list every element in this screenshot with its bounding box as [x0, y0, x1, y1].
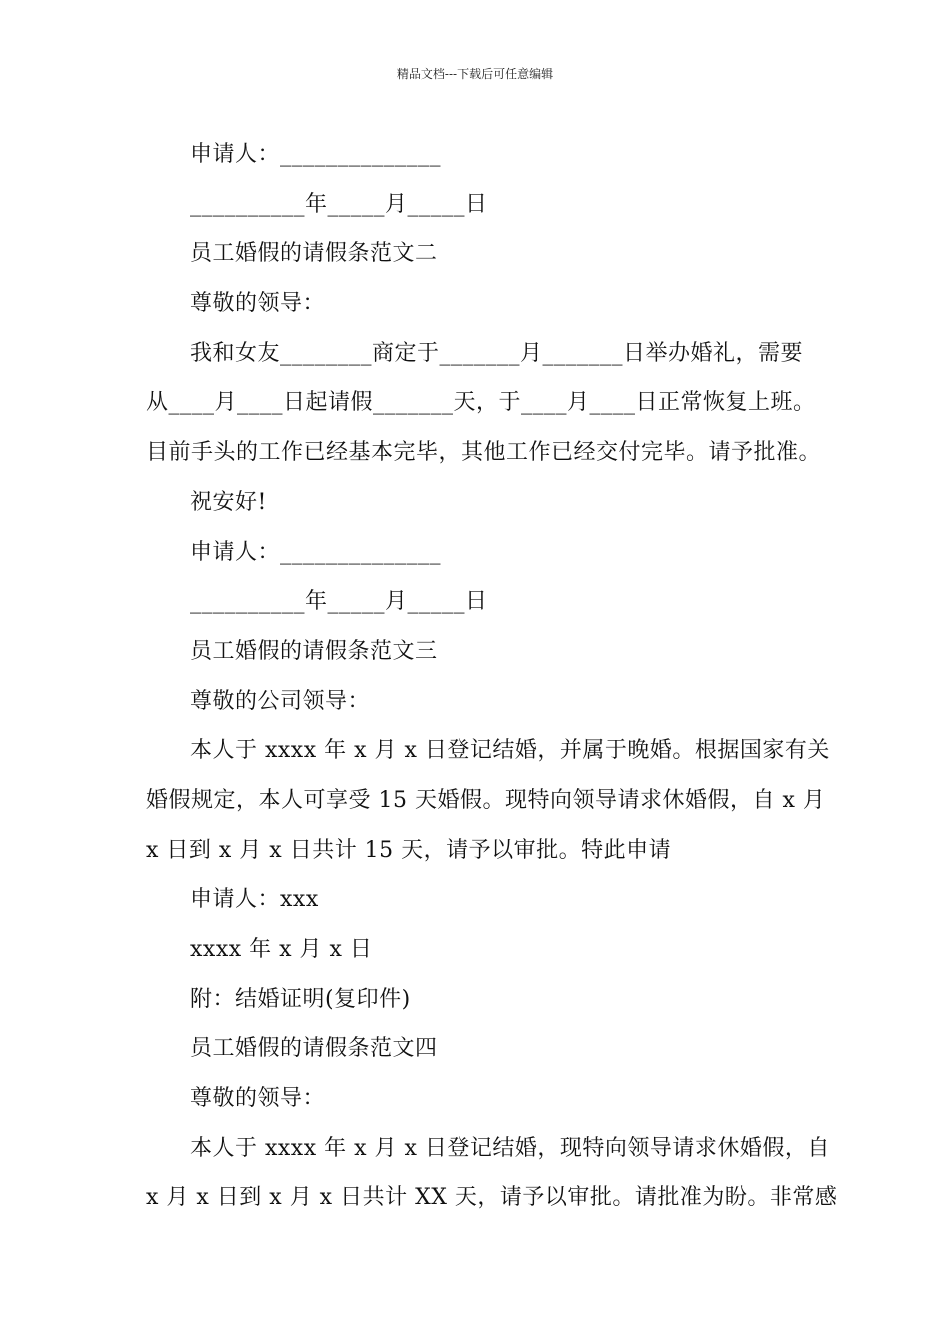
paragraph-line: x 月 x 日到 x 月 x 日共计 XX 天，请予以审批。请批准为盼。非常感: [146, 1185, 838, 1211]
paragraph-line: 从____月____日起请假_______天，于____月____日正常恢复上班。: [146, 390, 816, 416]
applicant-line: 申请人：______________: [190, 142, 442, 167]
page-header: 精品文档---下载后可任意编辑: [396, 67, 554, 81]
salutation: 尊敬的公司领导：: [190, 688, 371, 714]
document-body: [146, 130, 838, 1223]
date-line: xxxx 年 x 月 x 日: [190, 937, 373, 962]
paragraph-line: 婚假规定，本人可享受 15 天婚假。现特向领导请求休婚假，自 x 月: [146, 787, 826, 813]
paragraph-line: x 日到 x 月 x 日共计 15 天，请予以审批。特此申请: [146, 837, 672, 863]
closing-line: 祝安好!: [190, 489, 267, 515]
paragraph-line: 本人于 xxxx 年 x 月 x 日登记结婚，现特向领导请求休婚假，自: [190, 1135, 830, 1161]
date-line: __________年_____月_____日: [190, 191, 488, 217]
paragraph-line: 本人于 xxxx 年 x 月 x 日登记结婚，并属于晚婚。根据国家有关: [190, 738, 830, 764]
attachment-line: 附：结婚证明(复印件): [190, 986, 411, 1012]
salutation: 尊敬的领导：: [190, 291, 326, 317]
date-line: __________年_____月_____日: [190, 589, 488, 615]
section-heading: 员工婚假的请假条范文二: [190, 241, 438, 267]
paragraph-line: 目前手头的工作已经基本完毕，其他工作已经交付完毕。请予批准。: [146, 440, 822, 466]
paragraph-line: 我和女友________商定于_______月_______日举办婚礼，需要: [190, 340, 804, 366]
section-heading: 员工婚假的请假条范文三: [190, 638, 438, 664]
salutation: 尊敬的领导：: [190, 1086, 326, 1112]
applicant-line: 申请人：xxx: [190, 887, 319, 913]
applicant-line: 申请人：______________: [190, 539, 442, 565]
section-heading: 员工婚假的请假条范文四: [190, 1036, 438, 1062]
